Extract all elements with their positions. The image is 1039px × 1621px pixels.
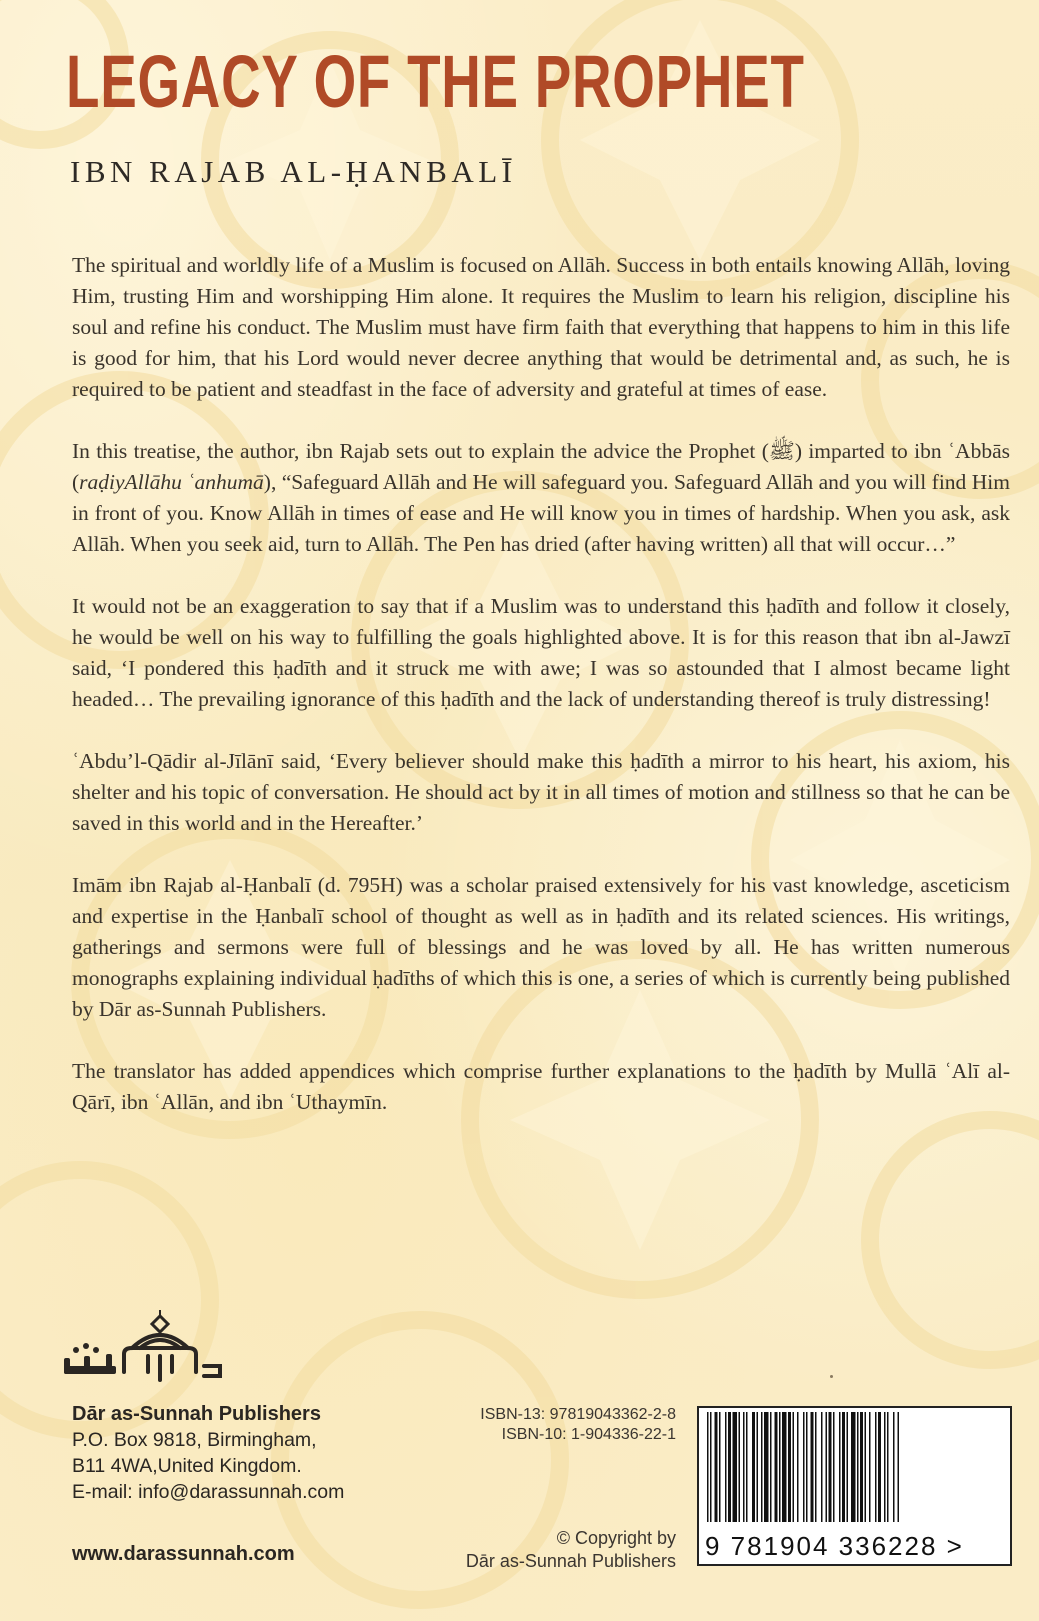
barcode-bar [752,1412,755,1522]
barcode-bar [739,1412,741,1522]
blurb [72,250,1010,1149]
barcode-bar [743,1412,745,1522]
barcode-bar [710,1412,712,1522]
barcode-bar [878,1412,881,1522]
barcode-bar [806,1412,808,1522]
isbn-13: ISBN-13: 97819043362-2-8 [480,1406,676,1423]
barcode-bar [728,1412,731,1522]
barcode-bar [815,1412,817,1522]
book-title: LEGACY OF THE PROPHET [66,40,805,123]
blurb-paragraph-6: The translator has added appendices which comprise further explanations to the ḥadīth by Mullā ʿAlī al-Qārī, ibn ʿAllān, and ibn ʿUthaymīn. [72,1059,1010,1114]
barcode-bar [857,1412,859,1522]
barcode-bar [839,1412,841,1522]
publisher-website: www.darassunnah.com [72,1543,295,1565]
barcode-bar [761,1412,763,1522]
isbn-10: ISBN-10: 1-904336-22-1 [501,1426,676,1443]
barcode-bar [725,1412,727,1522]
barcode-bar [797,1412,799,1522]
author-name: IBN RAJAB AL-ḤANBALĪ [70,154,517,189]
barcode-bar [719,1412,721,1522]
barcode [697,1406,1012,1566]
barcode-bars [707,1412,1003,1530]
copyright-line-2: Dār as-Sunnah Publishers [465,1551,676,1571]
barcode-bar [851,1412,856,1522]
barcode-bar [821,1412,823,1522]
barcode-bar [788,1412,791,1522]
publisher-block [72,1401,344,1505]
barcode-bar [869,1412,871,1522]
barcode-bar [829,1412,832,1522]
publisher-logo-icon [60,1310,240,1385]
barcode-bar [770,1412,772,1522]
copyright-line-1: © Copyright by [556,1528,676,1548]
barcode-bar [707,1412,709,1522]
publisher-name: Dār as-Sunnah Publishers [72,1403,321,1425]
barcode-bar [833,1412,835,1522]
blurb-paragraph-4: ʿAbdu’l-Qādir al-Jīlānī said, ‘Every believer should make this ḥadīth a mirror to his heart, his axiom, his shelter and his topic of conversation. He should act by it in all times of motion and stillness so that he can be saved in this world and in the Hereafter.’ [72,749,1010,835]
barcode-bar [826,1412,828,1522]
barcode-bar [860,1412,863,1522]
barcode-bar [865,1412,867,1522]
isbn-block [440,1405,676,1445]
barcode-bar [893,1412,895,1522]
blurb-paragraph-3: It would not be an exaggeration to say that if a Muslim was to understand this ḥadīth and follow it closely, he would be well on his way to fulfilling the goals highlighted above. It is for this reason that ibn al-Jawzī said, ‘I pondered this ḥadīth and it struck me with awe; I was so astounded that I almost became light headed… The prevailing ignorance of this ḥadīth and the lack of understanding thereof is truly distressing! [72,594,1010,711]
blurb-paragraph-5: Imām ibn Rajab al-Ḥanbalī (d. 795H) was a scholar praised extensively for his vast knowledge, asceticism and expertise in the Ḥanbalī school of thought as well as in ḥadīth and its related sciences. His writings, gatherings and sermons were full of blessings and he was loved by all. He has written numerous monographs explaining individual ḥadīths of which this is one, a series of which is currently being published by Dār as-Sunnah Publishers. [72,873,1010,1021]
barcode-bar [779,1412,781,1522]
barcode-bar [764,1412,769,1522]
barcode-bar [775,1412,778,1522]
paragraph-2-part-a: In this treatise, the author, ibn Rajab sets out to explain the advice the Prophet (ﷺ) imparted to ibn ʿAbbās ( [72,439,1010,494]
barcode-bar [884,1412,886,1522]
barcode-bar [793,1412,795,1522]
barcode-bar [898,1412,900,1522]
barcode-bar [803,1412,805,1522]
publisher-email: E-mail: info@darassunnah.com [72,1481,345,1503]
barcode-bar [715,1412,718,1522]
barcode-bar [733,1412,738,1522]
speck [830,1375,833,1378]
copyright-block [440,1527,676,1573]
blurb-paragraph-1: The spiritual and worldly life of a Muslim is focused on Allāh. Success in both entails knowing Allāh, loving Him, trusting Him and worshipping Him alone. It requires the Muslim to learn his religion, discipline his soul and refine his conduct. The Muslim must have firm faith that everything that happens to him in this life is good for him, that his Lord would never decree anything that would be detrimental and, as such, he is required to be patient and steadfast in the face of adversity and grateful at times of ease. [72,253,1010,401]
barcode-bar [847,1412,849,1522]
paragraph-2-part-b: ), “Safeguard Allāh and He will safeguard you. Safeguard Allāh and you will find Him in front of you. Know Allāh in times of ease and He will know you in times of hardship. When you ask, ask Allāh. When you seek aid, turn to Allāh. The Pen has dried (after having written) all that will occur…” [72,470,1010,556]
honorific-italic: raḍiyAllāhu ʿanhumā [79,470,264,494]
barcode-bar [842,1412,845,1522]
barcode-bar [875,1412,877,1522]
publisher-address-line-1: P.O. Box 9818, Birmingham, [72,1429,317,1451]
barcode-bar [782,1412,787,1522]
barcode-bar [746,1412,748,1522]
blurb-paragraph-2 [72,436,1010,560]
barcode-digits: 9 781904 336228 > [705,1531,964,1561]
publisher-address-line-2: B11 4WA,United Kingdom. [72,1455,302,1477]
barcode-bar [887,1412,889,1522]
barcode-bar [757,1412,759,1522]
barcode-bar [811,1412,814,1522]
